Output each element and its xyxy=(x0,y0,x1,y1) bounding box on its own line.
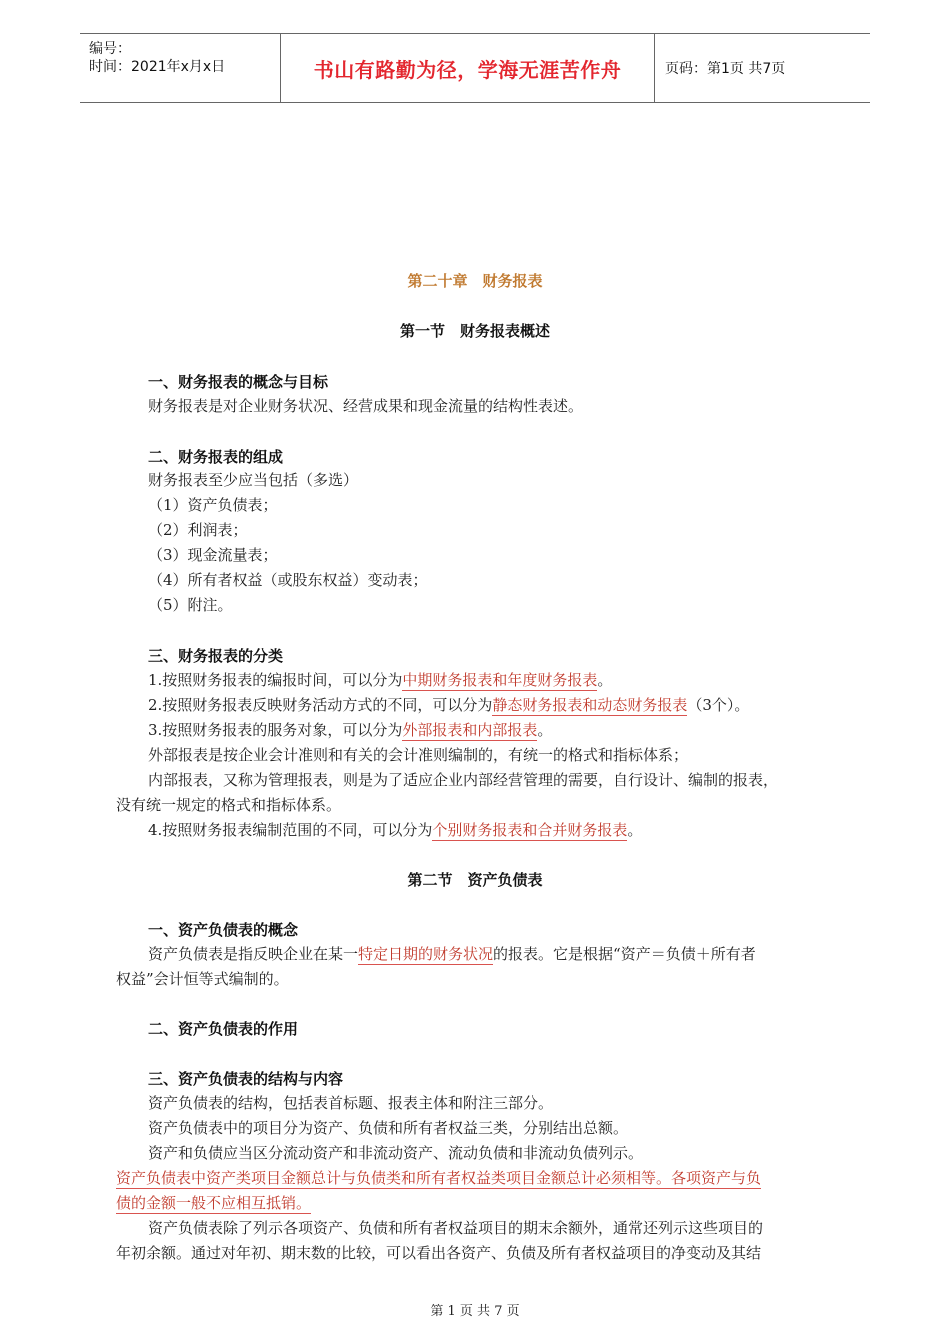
text-segment: 。 xyxy=(627,821,643,839)
highlighted-text: 中期财务报表和年度财务报表 xyxy=(402,671,598,689)
text-segment: 3.按照财务报表的服务对象，可以分为 xyxy=(148,721,403,739)
list-item: （3）现金流量表； xyxy=(148,546,278,564)
highlighted-text: 资产负债表中资产类项目金额总计与负债类和所有者权益类项目金额总计必须相等。各项资产与负 xyxy=(116,1169,762,1187)
paragraph: 没有统一规定的格式和指标体系。 xyxy=(116,796,342,814)
chapter-title: 第二十章 财务报表 xyxy=(407,272,543,290)
section-heading: 二、资产负债表的作用 xyxy=(148,1020,299,1038)
highlighted-text: 个别财务报表和合并财务报表 xyxy=(432,821,628,839)
paragraph: 财务报表是对企业财务状况、经营成果和现金流量的结构性表述。 xyxy=(148,397,584,415)
paragraph: 资产负债表除了列示各项资产、负债和所有者权益项目的期末余额外，通常还列示这些项目的 xyxy=(148,1219,764,1237)
header-page-cell xyxy=(655,34,870,102)
classification-item xyxy=(148,820,642,840)
header-page-info: 页码：第1页 共7页 xyxy=(665,61,786,77)
highlighted-paragraph xyxy=(116,1193,311,1213)
page-header xyxy=(80,33,870,103)
header-motto-cell xyxy=(281,34,655,102)
highlighted-text: 特定日期的财务状况 xyxy=(358,945,494,963)
paragraph: 财务报表至少应当包括（多选） xyxy=(148,471,359,489)
paragraph: 内部报表，又称为管理报表，则是为了适应企业内部经营管理的需要，自行设计、编制的报表， xyxy=(148,771,779,789)
section-heading: 二、财务报表的组成 xyxy=(148,448,284,466)
header-meta xyxy=(80,34,281,102)
text-segment: 资产负债表是指反映企业在某一 xyxy=(148,945,359,963)
highlighted-text: 静态财务报表和动态财务报表 xyxy=(492,696,688,714)
classification-item xyxy=(148,720,552,740)
paragraph: 权益”会计恒等式编制的。 xyxy=(116,970,289,988)
document-number-label: 编号： xyxy=(89,41,131,57)
text-segment: 的报表。它是根据“资产＝负债＋所有者 xyxy=(493,945,756,963)
paragraph: 资产负债表的结构，包括表首标题、报表主体和附注三部分。 xyxy=(148,1094,554,1112)
highlighted-text: 外部报表和内部报表 xyxy=(402,721,538,739)
text-segment: 2.按照财务报表反映财务活动方式的不同，可以分为 xyxy=(148,696,493,714)
text-segment: 1.按照财务报表的编报时间，可以分为 xyxy=(148,671,403,689)
text-segment: 。 xyxy=(537,721,553,739)
paragraph: 资产和负债应当区分流动资产和非流动资产、流动负债和非流动负债列示。 xyxy=(148,1144,644,1162)
paragraph: 外部报表是按企业会计准则和有关的会计准则编制的，有统一的格式和指标体系； xyxy=(148,746,689,764)
section-heading: 三、资产负债表的结构与内容 xyxy=(148,1070,344,1088)
section-title: 第二节 资产负债表 xyxy=(407,871,543,889)
list-item: （1）资产负债表； xyxy=(148,496,278,514)
paragraph: 年初余额。通过对年初、期末数的比较，可以看出各资产、负债及所有者权益项目的净变动及其结 xyxy=(116,1244,762,1262)
text-segment: （3个）。 xyxy=(687,696,750,714)
highlighted-paragraph xyxy=(116,1168,761,1188)
list-item: （4）所有者权益（或股东权益）变动表； xyxy=(148,571,428,589)
highlighted-text: 债的金额一般不应相互抵销。 xyxy=(116,1194,312,1212)
section-heading: 一、财务报表的概念与目标 xyxy=(148,373,329,391)
section-title: 第一节 财务报表概述 xyxy=(399,322,550,340)
document-time-label: 时间：2021年x月x日 xyxy=(89,59,226,75)
text-segment: 。 xyxy=(597,671,613,689)
list-item: （5）附注。 xyxy=(148,596,233,614)
paragraph xyxy=(148,944,756,964)
page-footer: 第 1 页 共 7 页 xyxy=(430,1304,520,1319)
paragraph: 资产负债表中的项目分为资产、负债和所有者权益三类，分别结出总额。 xyxy=(148,1119,629,1137)
classification-item xyxy=(148,670,612,690)
section-heading: 三、财务报表的分类 xyxy=(148,647,284,665)
list-item: （2）利润表； xyxy=(148,521,248,539)
section-heading: 一、资产负债表的概念 xyxy=(148,921,299,939)
classification-item xyxy=(148,695,749,715)
text-segment: 4.按照财务报表编制范围的不同，可以分为 xyxy=(148,821,433,839)
header-motto: 书山有路勤为径，学海无涯苦作舟 xyxy=(313,57,622,82)
